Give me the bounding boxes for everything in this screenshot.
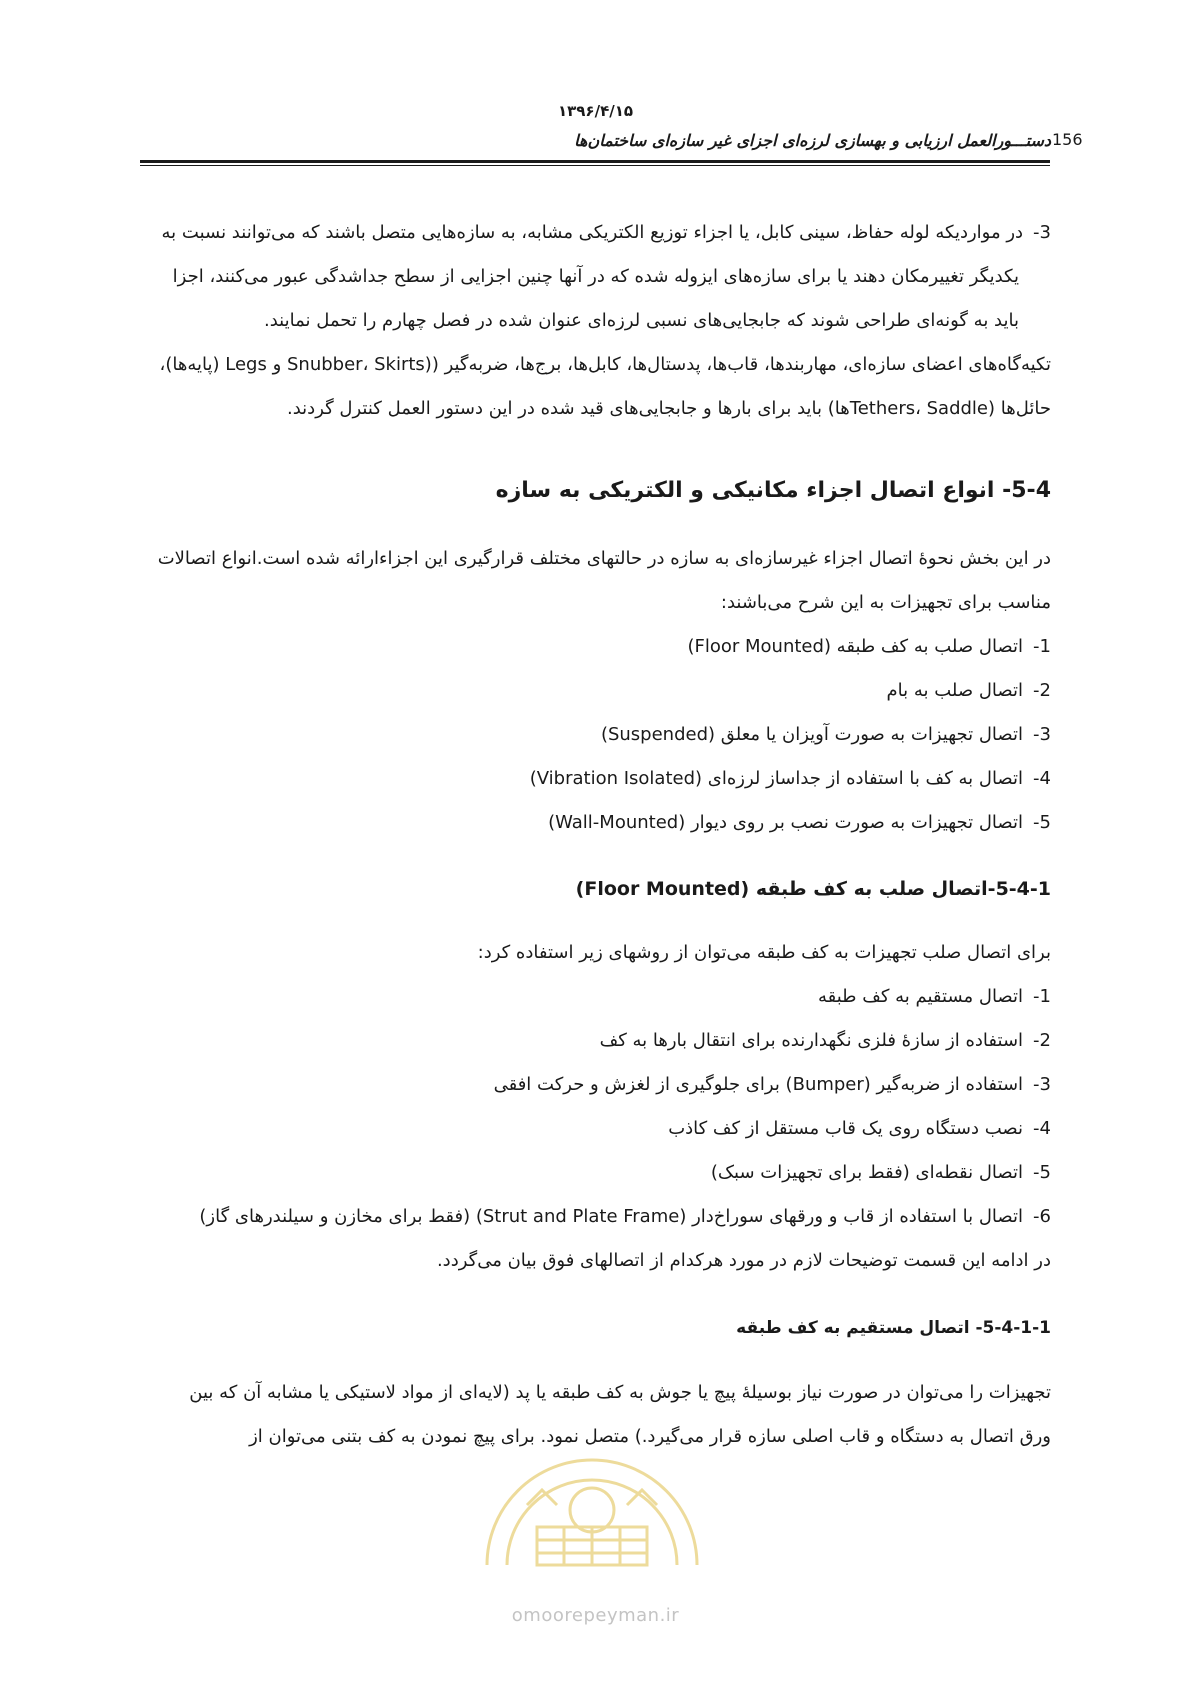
list-item-number: -5 <box>1033 812 1051 833</box>
list-item-text: نصب دستگاه روی یک قاب مستقل از کف کاذب <box>668 1118 1024 1139</box>
top-item-line2: یکدیگر تغییرمکان دهند یا برای سازه‌های ایزوله شده که در آنها چنین اجزایی از سطح جداشدگی عبور می‌کنند، اجزا <box>172 266 1019 287</box>
list-item <box>711 1158 1051 1188</box>
list-item-number: -5 <box>1033 1162 1051 1183</box>
section-5-4-1-outro: در ادامه این قسمت توضیحات لازم در مورد هرکدام از اتصالهای فوق بیان می‌گردد. <box>436 1250 1051 1271</box>
list-item-text: اتصال به کف با استفاده از جداساز لرزه‌ای (Vibration Isolated) <box>529 768 1024 789</box>
list-item-text: اتصال با استفاده از قاب و ورقهای سوراخ‌دار (Strut and Plate Frame) (فقط برای مخازن و سیلندرهای گاز) <box>199 1206 1024 1227</box>
list-item-number: -3 <box>1033 724 1051 745</box>
list-item <box>199 1202 1051 1232</box>
support-para-line2: حائل‌ها (Tethers، Saddleها) باید برای بارها و جابجایی‌های قید شده در این دستور العمل کنترل گردند. <box>287 398 1051 419</box>
list-item-text: اتصال صلب به کف طبقه (Floor Mounted) <box>687 636 1024 657</box>
section-5-4-intro-line2: مناسب برای تجهیزات به این شرح می‌باشند: <box>720 592 1051 613</box>
list-item-number: -4 <box>1033 768 1051 789</box>
list-item <box>494 1070 1051 1100</box>
top-item-number: -3 <box>1033 222 1051 243</box>
section-5-4-1-1-line1: تجهیزات را می‌توان در صورت نیاز بوسیلهٔ پیچ یا جوش به کف طبقه یا پد (لایه‌ای از مواد لاستیکی یا مشابه آن که بین <box>189 1382 1051 1403</box>
list-item-number: -6 <box>1033 1206 1051 1227</box>
section-heading-5-4-1: 5-4-1-اتصال صلب به کف طبقه (Floor Mounted) <box>575 878 1051 900</box>
list-item <box>668 1114 1051 1144</box>
list-item-number: -2 <box>1033 680 1051 701</box>
list-item-number: -4 <box>1033 1118 1051 1139</box>
list-item <box>530 764 1051 794</box>
list-item-text: اتصال نقطه‌ای (فقط برای تجهیزات سبک) <box>710 1162 1024 1183</box>
top-item-line3: باید به گونه‌ای طراحی شوند که جابجایی‌های نسبی لرزه‌ای عنوان شده در فصل چهارم را تحمل نمایند. <box>264 310 1019 331</box>
header-date: ۱۳۹۶/۴/۱۵ <box>557 102 634 120</box>
list-item-text: استفاده از سازهٔ فلزی نگهدارنده برای انتقال بارها به کف <box>599 1030 1024 1051</box>
list-item <box>886 676 1051 706</box>
section-heading-5-4-1-1: 5-4-1-1- اتصال مستقیم به کف طبقه <box>736 1318 1051 1338</box>
top-item-line1 <box>162 218 1051 248</box>
page-number: 156 <box>1052 130 1083 149</box>
list-item <box>600 1026 1051 1056</box>
header-title: دستـــورالعمل ارزیابی و بهسازی لرزه‌ای اجزای غیر سازه‌ای ساختمان‌ها <box>574 131 1051 150</box>
section-5-4-1-1-line2: ورق اتصال به دستگاه و قاب اصلی سازه قرار می‌گیرد.) متصل نمود. برای پیچ نمودن به کف بتنی می‌توان از <box>249 1426 1051 1447</box>
top-item-text: در مواردیکه لوله حفاظ، سینی کابل، یا اجزاء توزیع الکتریکی مشابه، به سازه‌هایی متصل باشند که می‌توانند نسبت به <box>161 222 1024 243</box>
list-item <box>601 720 1051 750</box>
section-5-4-intro-line1: در این بخش نحوهٔ اتصال اجزاء غیرسازه‌ای به سازه در حالتهای مختلف قرارگیری این اجزاءارائه شده است.انواع اتصالات <box>157 548 1051 569</box>
header-rule-thin <box>140 165 1050 166</box>
list-item-text: استفاده از ضربه‌گیر (Bumper) برای جلوگیری از لغزش و حرکت افقی <box>493 1074 1024 1095</box>
header-rule-thick <box>140 160 1050 163</box>
watermark-site: omoorepeyman.ir <box>511 1605 680 1626</box>
list-item-number: -3 <box>1033 1074 1051 1095</box>
section-heading-5-4: 5-4- انواع اتصال اجزاء مکانیکی و الکتریکی به سازه <box>495 478 1051 503</box>
list-item-text: اتصال تجهیزات به صورت آویزان یا معلق (Suspended) <box>600 724 1024 745</box>
list-item-text: اتصال صلب به بام <box>886 680 1024 701</box>
list-item <box>687 632 1051 662</box>
list-item-number: -1 <box>1033 636 1051 657</box>
list-item-text: اتصال تجهیزات به صورت نصب بر روی دیوار (Wall-Mounted) <box>548 812 1024 833</box>
list-item-number: -2 <box>1033 1030 1051 1051</box>
section-5-4-1-intro: برای اتصال صلب تجهیزات به کف طبقه می‌توان از روشهای زیر استفاده کرد: <box>477 942 1051 963</box>
list-item-number: -1 <box>1033 986 1051 1007</box>
seal-logo-icon <box>467 1415 717 1575</box>
list-item <box>818 982 1051 1012</box>
support-para-line1: تکیه‌گاه‌های اعضای سازه‌ای، مهاربندها، قاب‌ها، پدستال‌ها، کابل‌ها، برج‌ها، ضربه‌گیر ((Snubber، Skirts و Legs (پایه‌ها)، <box>159 354 1051 375</box>
list-item-text: اتصال مستقیم به کف طبقه <box>817 986 1024 1007</box>
list-item <box>548 808 1051 838</box>
